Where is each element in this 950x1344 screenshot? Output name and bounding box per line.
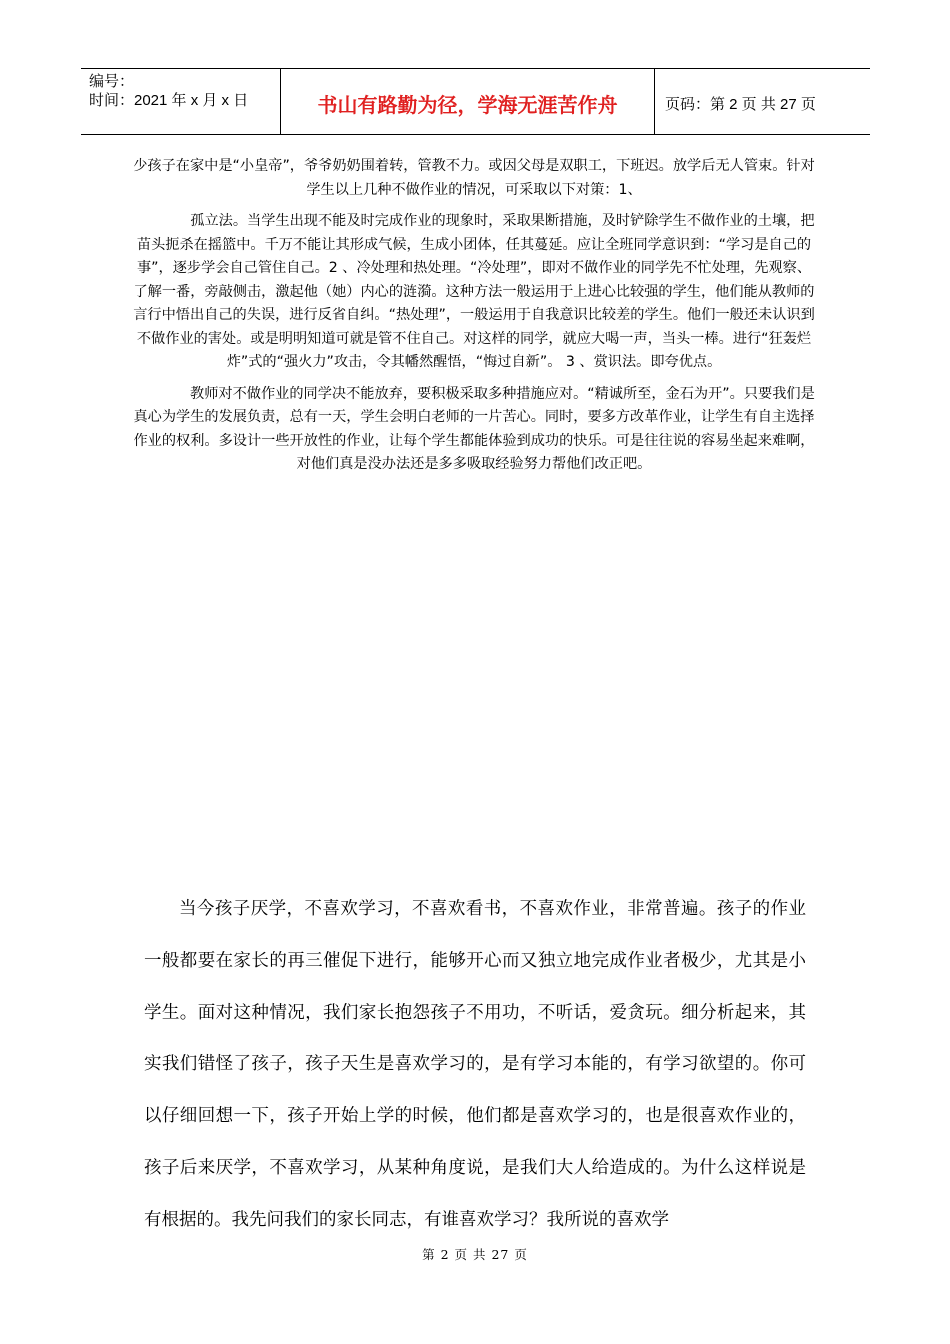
upper-paragraph-3: 教师对不做作业的同学决不能放弃，要积极采取多种措施应对。“精诚所至，金石为开”。只要我们是真心为学生的发展负责，总有一天，学生会明白老师的一片苦心。同时，要多方改革作业，让学生有自主选择作业的权利。多设计一些开放性的作业，让每个学生都能体验到成功的快乐。可是往往说的容易坐起来难啊，对他们真是没办法还是多多吸取经验努力帮他们改正吧。 — [133, 385, 815, 472]
upper-paragraph-2: 孤立法。当学生出现不能及时完成作业的现象时，采取果断措施，及时铲除学生不做作业的土壤，把苗头扼杀在摇篮中。千万不能让其形成气候，生成小团体，任其蔓延。应让全班同学意识到：“学习是自己的事”，逐步学会自己管住自己。2 、冷处理和热处理。“冷处理”，即对不做作业的同学先不忙处理，先观察、了解一番，旁敲侧击，激起他（她）内心的涟漪。这种方法一般运用于上进心比较强的学生，他们能从教师的言行中悟出自己的失误，进行反省自纠。“热处理”，一般运用于自我意识比较差的学生。他们一般还未认识到不做作业的害处。或是明明知道可就是管不住自己。对这样的同学，就应大喝一声，当头一棒。进行“狂轰烂炸”式的“强火力”攻击，令其幡然醒悟，“悔过自新”。 3 、赏识法。即夸优点。 — [133, 213, 815, 370]
document-number-label: 编号： — [89, 73, 135, 90]
lower-text-paragraph: 当今孩子厌学，不喜欢学习，不喜欢看书，不喜欢作业，非常普遍。孩子的作业一般都要在家长的再三催促下进行，能够开心而又独立地完成作业者极少，尤其是小学生。面对这种情况，我们家长抱怨孩子不用功，不听话，爱贪玩。细分析起来，其实我们错怪了孩子，孩子天生是喜欢学习的，是有学习本能的，有学习欲望的。你可以仔细回想一下，孩子开始上学的时候，他们都是喜欢学习的，也是很喜欢作业的，孩子后来厌学，不喜欢学习，从某种角度说，是我们大人给造成的。为什么这样说是有根据的。我先问我们的家长同志，有谁喜欢学习？我所说的喜欢学 — [144, 899, 806, 1230]
page-footer: 第 2 页 共 27 页 — [422, 1247, 528, 1262]
header-page-info: 页码：第 2 页 共 27 页 — [665, 96, 816, 113]
header-meta — [81, 69, 281, 134]
page-header — [81, 68, 870, 135]
document-time-label: 时间：2021 年 x 月 x 日 — [89, 92, 249, 109]
upper-text-block — [130, 155, 818, 485]
header-motto: 书山有路勤为径，学海无涯苦作舟 — [281, 69, 655, 134]
upper-paragraph-1: 少孩子在家中是“小皇帝”，爷爷奶奶围着转，管教不力。或因父母是双职工，下班迟。放学后无人管束。针对学生以上几种不做作业的情况，可采取以下对策：1、 — [133, 158, 815, 198]
